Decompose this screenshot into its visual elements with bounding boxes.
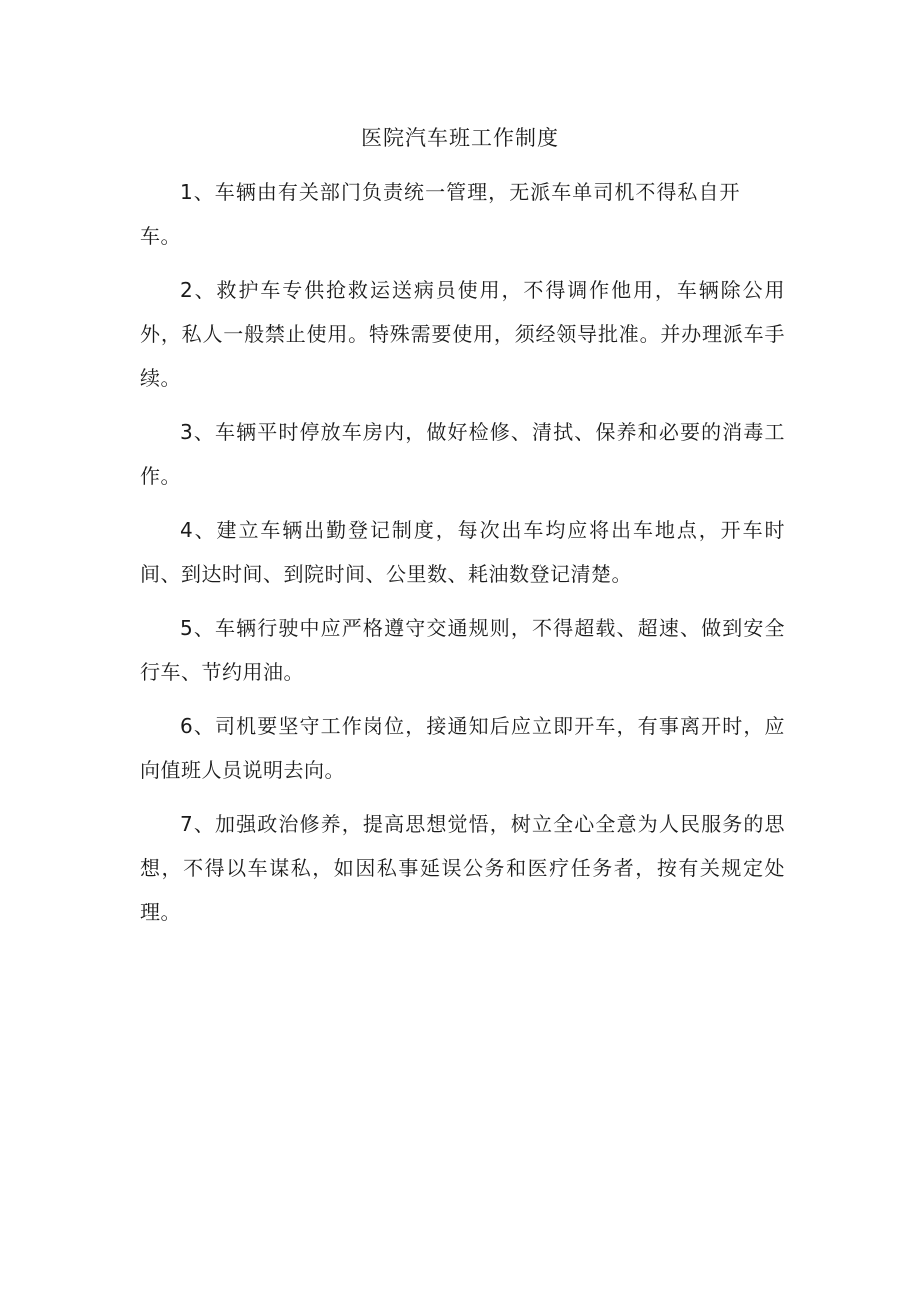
paragraph-6: 6、司机要坚守工作岗位，接通知后应立即开车，有事离开时，应向值班人员说明去向。 — [140, 714, 785, 782]
paragraph-1: 1、车辆由有关部门负责统一管理，无派车单司机不得私自开车。 — [140, 180, 740, 248]
document-body — [140, 170, 785, 944]
document-title: 医院汽车班工作制度 — [361, 126, 559, 150]
paragraph-2: 2、救护车专供抢救运送病员使用，不得调作他用，车辆除公用外，私人一般禁止使用。特殊需要使用，须经领导批准。并办理派车手续。 — [140, 278, 785, 390]
paragraph-3: 3、车辆平时停放车房内，做好检修、清拭、保养和必要的消毒工作。 — [140, 420, 785, 488]
paragraph-4: 4、建立车辆出勤登记制度，每次出车均应将出车地点，开车时间、到达时间、到院时间、公里数、耗油数登记清楚。 — [140, 518, 785, 586]
paragraph-5: 5、车辆行驶中应严格遵守交通规则，不得超载、超速、做到安全行车、节约用油。 — [140, 616, 785, 684]
paragraph-7: 7、加强政治修养，提高思想觉悟，树立全心全意为人民服务的思想，不得以车谋私，如因私事延误公务和医疗任务者，按有关规定处理。 — [140, 812, 785, 924]
